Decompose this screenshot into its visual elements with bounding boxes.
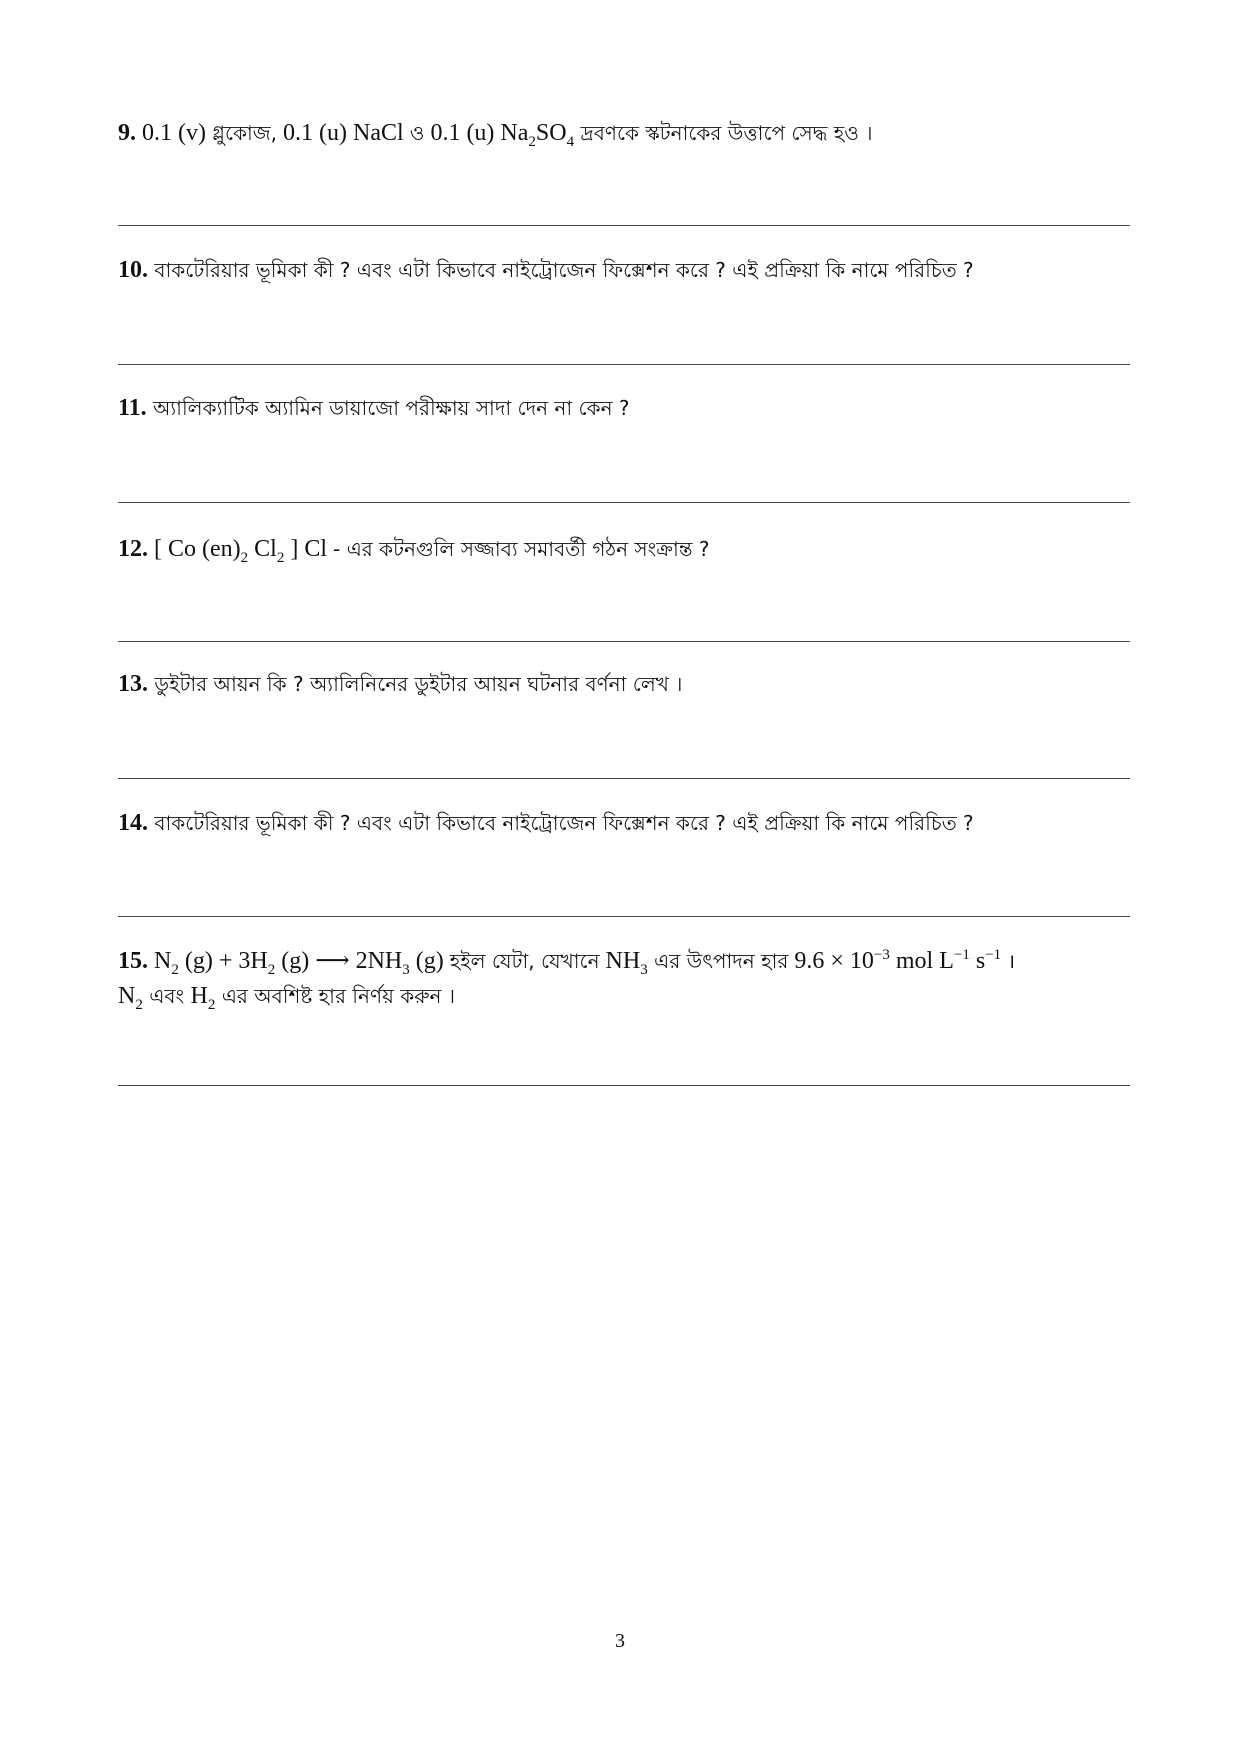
answer-line bbox=[118, 778, 1130, 779]
subscript: 3 bbox=[402, 961, 410, 978]
question-text: 0.1 (v) bbox=[136, 120, 212, 146]
question-number: 14. bbox=[118, 810, 148, 836]
superscript: −3 bbox=[873, 947, 890, 963]
question-9 bbox=[118, 116, 1138, 151]
question-text: (g) bbox=[409, 948, 450, 974]
question-text: 0.1 (u) NaCl bbox=[277, 120, 410, 146]
superscript: −1 bbox=[953, 947, 970, 963]
question-14 bbox=[118, 806, 1138, 841]
answer-line bbox=[118, 916, 1130, 917]
question-number: 12. bbox=[118, 536, 148, 562]
page-number: 3 bbox=[615, 1630, 625, 1652]
question-text: বাকটেরিয়ার ভূমিকা কী ? এবং এটা কিভাবে নাইট্রোজেন ফিক্সেশন করে ? এই প্রক্রিয়া কি নামে পরিচিত ? bbox=[148, 811, 974, 835]
question-text: দ্রবণকে স্কটনাকের উত্তাপে সেদ্ধ হও । bbox=[574, 121, 873, 145]
question-text: Cl bbox=[248, 536, 277, 562]
subscript: 3 bbox=[640, 961, 648, 978]
question-text: এর অবশিষ্ট হার নির্ণয় করুন । bbox=[215, 984, 455, 1008]
question-number: 9. bbox=[118, 120, 136, 146]
question-text: N bbox=[148, 948, 172, 974]
subscript: 2 bbox=[276, 549, 285, 566]
question-12 bbox=[118, 532, 1138, 567]
question-13 bbox=[118, 667, 1138, 702]
question-number: 15. bbox=[118, 948, 148, 974]
subscript: 2 bbox=[267, 961, 276, 978]
answer-line bbox=[118, 364, 1130, 365]
question-text: 9.6 × 10 bbox=[788, 948, 874, 974]
question-text: [ Co (en) bbox=[148, 536, 241, 562]
question-15 bbox=[118, 944, 1138, 1014]
question-11 bbox=[118, 391, 1138, 426]
superscript: −1 bbox=[985, 947, 1002, 963]
subscript: 2 bbox=[240, 549, 249, 566]
question-text: । bbox=[1001, 949, 1016, 973]
question-text: 0.1 (u) Na bbox=[424, 120, 529, 146]
question-text: এর উৎপাদন হার bbox=[647, 949, 789, 973]
question-text: SO bbox=[535, 120, 567, 146]
question-10 bbox=[118, 253, 1138, 288]
subscript: 2 bbox=[528, 133, 536, 150]
question-text: mol L bbox=[889, 948, 954, 974]
question-text: ও bbox=[409, 121, 425, 145]
question-text: s bbox=[969, 948, 986, 974]
question-text: ] Cl bbox=[284, 536, 333, 562]
subscript: 2 bbox=[207, 996, 216, 1013]
question-number: 10. bbox=[118, 257, 148, 283]
question-number: 13. bbox=[118, 671, 148, 697]
question-text: (g) ⟶ 2NH bbox=[275, 948, 403, 974]
question-text: হইল যেটা, যেখানে bbox=[449, 949, 600, 973]
answer-line bbox=[118, 1085, 1130, 1086]
question-text: H bbox=[190, 983, 208, 1009]
subscript: 4 bbox=[566, 133, 575, 150]
answer-line bbox=[118, 225, 1130, 226]
subscript: 2 bbox=[135, 996, 143, 1013]
answer-line bbox=[118, 502, 1130, 503]
question-text: এবং bbox=[142, 984, 191, 1008]
question-text: ডুইটার আয়ন কি ? অ্যালিনিনের ডুইটার আয়ন ঘটনার বর্ণনা লেখ । bbox=[148, 672, 683, 696]
question-text: N bbox=[118, 983, 136, 1009]
question-text: বাকটেরিয়ার ভূমিকা কী ? এবং এটা কিভাবে নাইট্রোজেন ফিক্সেশন করে ? এই প্রক্রিয়া কি নামে পরিচিত ? bbox=[148, 258, 974, 282]
answer-line bbox=[118, 641, 1130, 642]
question-number: 11. bbox=[118, 395, 147, 421]
subscript: 2 bbox=[171, 961, 179, 978]
question-text: অ্যালিক্যাটিক অ্যামিন ডায়াজো পরীক্ষায় সাদা দেন না কেন ? bbox=[146, 396, 630, 420]
question-text: NH bbox=[599, 948, 641, 974]
question-text: (g) + 3H bbox=[178, 948, 268, 974]
question-text: - এর কটনগুলি সজ্জাব্য সমাবর্তী গঠন সংক্রান্ত ? bbox=[333, 537, 710, 561]
question-text: গ্লুকোজ, bbox=[211, 121, 278, 145]
